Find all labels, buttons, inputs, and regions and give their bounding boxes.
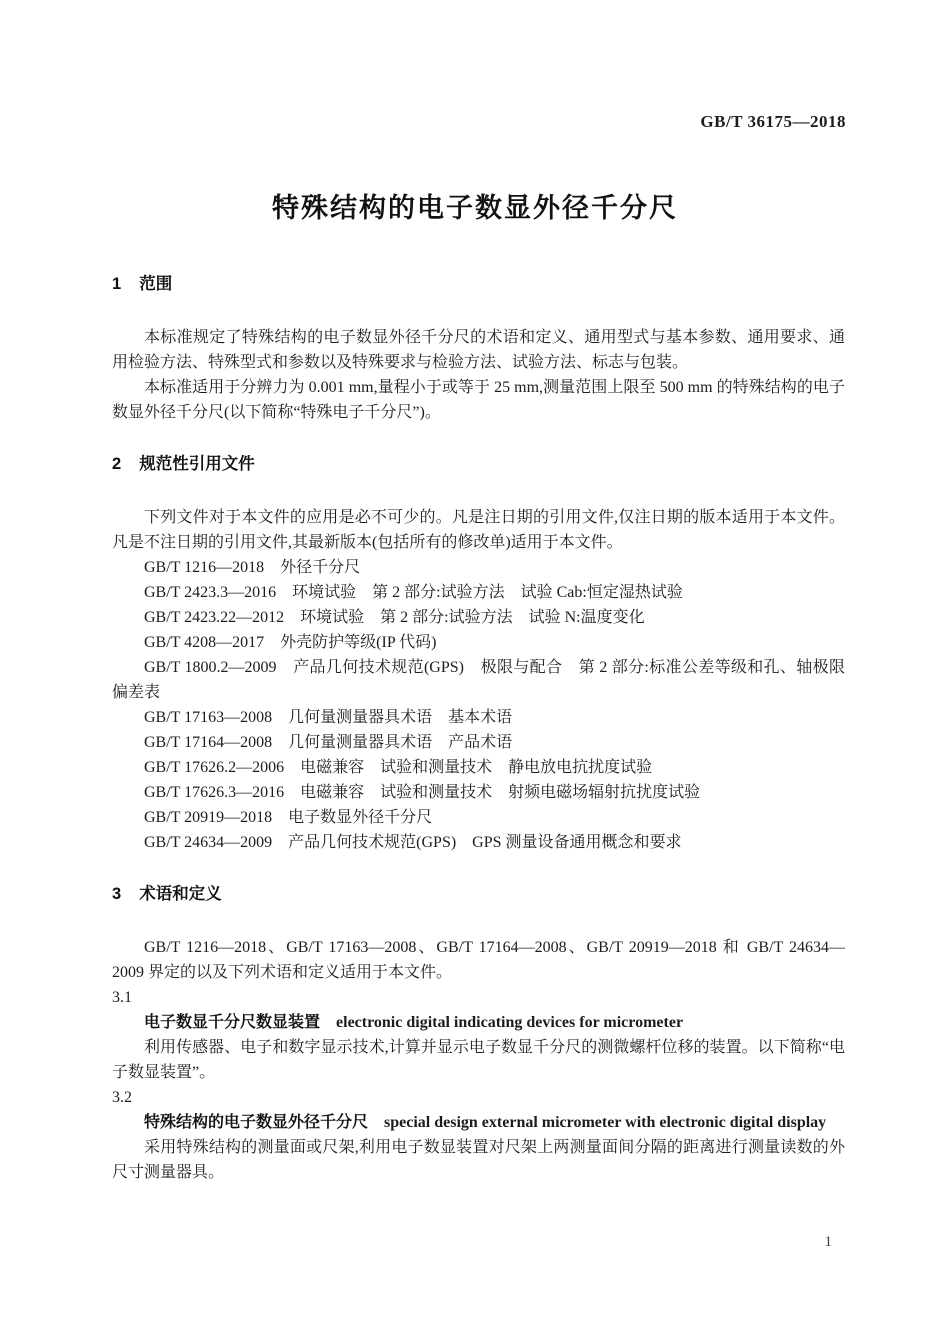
- reference-item: GB/T 17163—2008 几何量测量器具术语 基本术语: [144, 709, 513, 726]
- reference-item: GB/T 24634—2009 产品几何技术规范(GPS) GPS 测量设备通用概念和要求: [144, 834, 682, 851]
- section-2-heading: [112, 452, 845, 477]
- section-1-number: 1: [112, 275, 122, 293]
- term-entry: [112, 1085, 845, 1185]
- term-chinese: 特殊结构的电子数显外径千分尺: [144, 1114, 369, 1131]
- reference-item: GB/T 2423.3—2016 环境试验 第 2 部分:试验方法 试验 Cab:恒定湿热试验: [144, 584, 683, 601]
- section-2-title: 规范性引用文件: [139, 455, 255, 473]
- term-english: special design external micrometer with electronic digital display: [384, 1114, 827, 1131]
- term-definition: 利用传感器、电子和数字显示技术,计算并显示电子数显千分尺的测微螺杆位移的装置。以下简称“电子数显装置”。: [112, 1039, 845, 1081]
- reference-item: GB/T 17626.3—2016 电磁兼容 试验和测量技术 射频电磁场辐射抗扰度试验: [144, 784, 701, 801]
- reference-item: GB/T 17164—2008 几何量测量器具术语 产品术语: [144, 734, 513, 751]
- term-entry: [112, 985, 845, 1085]
- reference-item: GB/T 1216—2018 外径千分尺: [144, 559, 361, 576]
- term-definition: 采用特殊结构的测量面或尺架,利用电子数显装置对尺架上两测量面间分隔的距离进行测量读数的外尺寸测量器具。: [112, 1139, 845, 1181]
- section-2-number: 2: [112, 455, 122, 473]
- section-1-title: 范围: [139, 275, 173, 293]
- section-2-paragraph: 下列文件对于本文件的应用是必不可少的。凡是注日期的引用文件,仅注日期的版本适用于本文件。凡是不注日期的引用文件,其最新版本(包括所有的修改单)适用于本文件。: [112, 509, 845, 551]
- term-heading: [112, 1010, 845, 1035]
- reference-item: GB/T 20919—2018 电子数显外径千分尺: [144, 809, 433, 826]
- reference-item: GB/T 2423.22—2012 环境试验 第 2 部分:试验方法 试验 N:温度变化: [144, 609, 645, 626]
- section-3-heading: [112, 882, 845, 907]
- reference-item: GB/T 4208—2017 外壳防护等级(IP 代码): [144, 634, 437, 651]
- term-chinese: 电子数显千分尺数显装置: [144, 1014, 321, 1031]
- section-1-paragraph: 本标准规定了特殊结构的电子数显外径千分尺的术语和定义、通用型式与基本参数、通用要求、通用检验方法、特殊型式和参数以及特殊要求与检验方法、试验方法、标志与包装。: [112, 329, 845, 371]
- term-heading: [112, 1110, 845, 1135]
- standard-code: GB/T 36175—2018: [700, 112, 846, 131]
- reference-item: GB/T 17626.2—2006 电磁兼容 试验和测量技术 静电放电抗扰度试验: [144, 759, 653, 776]
- section-1-paragraph: 本标准适用于分辨力为 0.001 mm,量程小于或等于 25 mm,测量范围上限至 500 mm 的特殊结构的电子数显外径千分尺(以下简称“特殊电子千分尺”)。: [112, 379, 845, 421]
- document-title: 特殊结构的电子数显外径千分尺: [272, 193, 678, 223]
- document-body: [112, 272, 845, 1185]
- term-number: 3.1: [112, 989, 132, 1006]
- term-number: 3.2: [112, 1089, 132, 1106]
- term-english: electronic digital indicating devices for micrometer: [336, 1014, 684, 1031]
- page-number: 1: [824, 1234, 832, 1250]
- reference-item: GB/T 1800.2—2009 产品几何技术规范(GPS) 极限与配合 第 2 部分:标准公差等级和孔、轴极限偏差表: [112, 659, 845, 701]
- section-3-paragraph: GB/T 1216—2018、GB/T 17163—2008、GB/T 17164—2008、GB/T 20919—2018 和 GB/T 24634—2009 界定的以及下列术语和定义适用于本文件。: [112, 939, 845, 981]
- normative-references-list: [112, 555, 845, 855]
- section-3-number: 3: [112, 885, 122, 903]
- section-1-heading: [112, 272, 845, 297]
- section-3-title: 术语和定义: [139, 885, 222, 903]
